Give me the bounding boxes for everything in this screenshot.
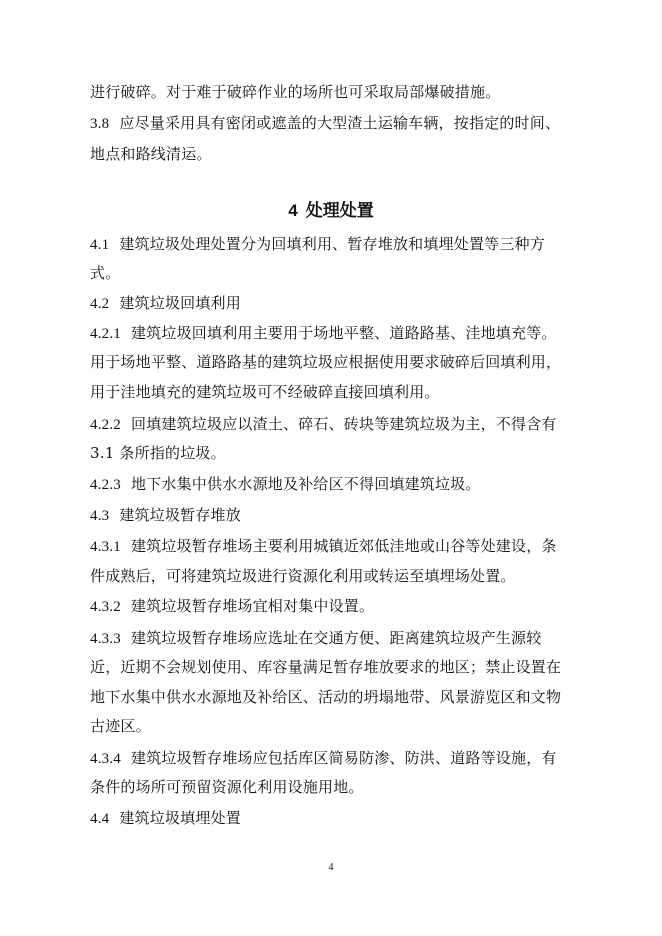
section-number: 4 xyxy=(288,201,298,220)
line-text: 用于洼地填充的建筑垃圾可不经破碎直接回填利用。 xyxy=(90,383,440,401)
line-text: 建筑垃圾回填利用 xyxy=(119,294,241,312)
text-line xyxy=(90,263,120,283)
clause-number: 4.3.2 xyxy=(90,599,121,615)
text-line xyxy=(90,323,557,344)
line-text: 3.1 条所指的垃圾。 xyxy=(90,444,226,462)
text-line xyxy=(90,628,541,649)
clause-number: 3.8 xyxy=(90,116,110,132)
line-text: 应尽量采用具有密闭或遮盖的大型渣土运输车辆，按指定的时间、 xyxy=(119,114,561,132)
text-line xyxy=(90,536,557,557)
text-line xyxy=(90,113,560,134)
clause-number: 4.3.4 xyxy=(90,751,121,767)
text-line xyxy=(90,82,500,102)
line-text: 建筑垃圾暂存堆放 xyxy=(119,506,241,524)
text-line xyxy=(90,474,481,495)
clause-number: 4.4 xyxy=(90,811,110,827)
line-text: 建筑垃圾填埋处置 xyxy=(119,809,241,827)
line-text: 用于场地平整、道路路基的建筑垃圾应根据使用要求破碎后回填利用， xyxy=(90,353,562,371)
line-text: 建筑垃圾暂存堆场应选址在交通方便、距离建筑垃圾产生源较 xyxy=(131,629,542,647)
text-line xyxy=(90,505,241,526)
line-text: 建筑垃圾暂存堆场主要利用城镇近郊低洼地或山谷等处建设，条 xyxy=(131,537,557,555)
clause-number: 4.2.1 xyxy=(90,326,121,342)
page-number: 4 xyxy=(328,862,334,873)
line-text: 件成熟后，可将建筑垃圾进行资源化利用或转运至填埋场处置。 xyxy=(90,567,516,585)
text-line xyxy=(90,414,557,435)
text-line xyxy=(90,596,374,617)
clause-number: 4.3.1 xyxy=(90,539,121,555)
text-line xyxy=(90,716,151,736)
line-text: 回填建筑垃圾应以渣土、碎石、砖块等建筑垃圾为主，不得含有 xyxy=(131,415,557,433)
clause-number: 4.2.3 xyxy=(90,477,121,493)
line-text: 近，近期不会规划使用、库容量满足暂存堆放要求的地区；禁止设置在 xyxy=(90,658,562,676)
line-text: 条件的场所可预留资源化利用设施用地。 xyxy=(90,778,364,796)
text-line xyxy=(90,566,516,586)
text-line xyxy=(90,443,226,463)
text-line xyxy=(90,293,241,314)
text-line xyxy=(90,352,561,372)
line-text: 地下水集中供水水源地及补给区不得回填建筑垃圾。 xyxy=(131,475,481,493)
text-line xyxy=(90,808,241,829)
text-line xyxy=(90,234,545,255)
line-text: 建筑垃圾回填利用主要用于场地平整、道路路基、洼地填充等。 xyxy=(131,324,557,342)
line-text: 建筑垃圾处理处置分为回填利用、暂存堆放和填埋处置等三种方 xyxy=(119,235,545,253)
text-line xyxy=(90,382,440,402)
clause-number: 4.2 xyxy=(90,296,110,312)
line-text: 建筑垃圾暂存堆场应包括库区简易防渗、防洪、道路等设施，有 xyxy=(131,749,557,767)
clause-number: 4.2.2 xyxy=(90,417,121,433)
line-text: 地点和路线清运。 xyxy=(90,145,212,163)
text-line xyxy=(90,144,212,164)
text-line xyxy=(90,777,364,797)
clause-number: 4.3 xyxy=(90,508,110,524)
line-text: 古迹区。 xyxy=(90,717,151,735)
text-line xyxy=(90,687,561,707)
clause-number: 4.1 xyxy=(90,237,110,253)
line-text: 地下水集中供水水源地及补给区、活动的坍塌地带、风景游览区和文物 xyxy=(90,688,562,706)
clause-number: 4.3.3 xyxy=(90,631,121,647)
text-line xyxy=(90,657,561,677)
text-line xyxy=(90,748,557,769)
line-text: 进行破碎。对于难于破碎作业的场所也可采取局部爆破措施。 xyxy=(90,83,501,101)
line-text: 式。 xyxy=(90,264,121,282)
section-heading xyxy=(0,200,662,222)
line-text: 建筑垃圾暂存堆场宜相对集中设置。 xyxy=(131,597,375,615)
section-title: 处理处置 xyxy=(305,201,374,221)
